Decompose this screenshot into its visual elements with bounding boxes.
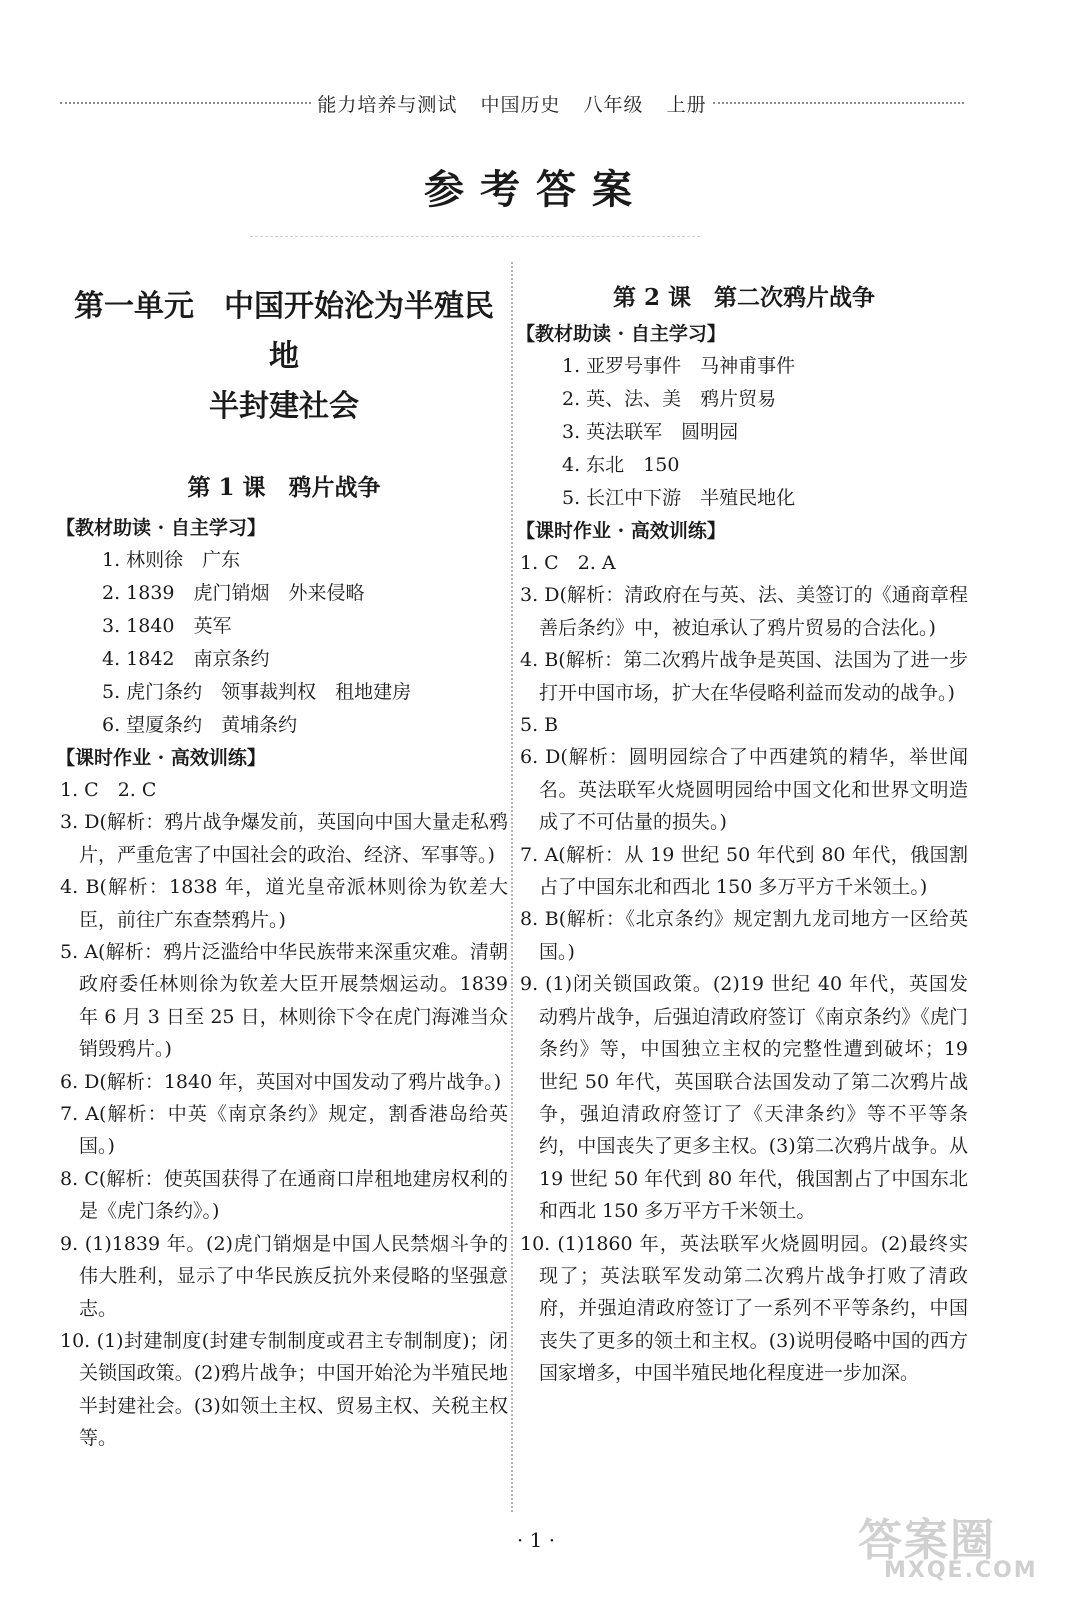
fill-answer-item: 3. 1840 英军 (102, 615, 232, 637)
section-label-reading: 【教材助读 · 自主学习】 (56, 517, 266, 539)
title-divider (250, 236, 700, 237)
page-title: 参考答案 (424, 166, 648, 213)
fill-answer-item: 4. 东北 150 (562, 454, 680, 476)
answer-item: 1. C 2. A (520, 552, 616, 574)
homework-answer-list (60, 774, 508, 1455)
header-grade: 八年级 (583, 93, 644, 116)
header-subject: 中国历史 (480, 93, 561, 116)
header-volume: 上册 (666, 93, 707, 116)
answer-item: 4. B(解析：1838 年，道光皇帝派林则徐为钦差大臣，前往广东查禁鸦片。) (60, 876, 508, 931)
watermark-text: 答案圈 (858, 1515, 996, 1566)
answer-item: 7. A(解析：中英《南京条约》规定，割香港岛给英国。) (60, 1103, 508, 1158)
answer-item: 10. (1)封建制度(封建专制制度或君主专制制度)；闭关锁国政策。(2)鸦片战争；中国开始沦为半殖民地半封建社会。(3)如领土主权、贸易主权、关税主权等。 (60, 1329, 508, 1450)
answer-item: 3. D(解析：清政府在与英、法、美签订的《通商章程善后条约》中，被迫承认了鸦片贸易的合法化。) (520, 584, 968, 639)
answer-item: 5. A(解析：鸦片泛滥给中华民族带来深重灾难。清朝政府委任林则徐为钦差大臣开展禁烟运动。1839 年 6 月 3 日至 25 日，林则徐下令在虎门海滩当众销毁鸦片。) (60, 941, 508, 1061)
lesson-2-title: 第 2 课 第二次鸦片战争 (612, 284, 876, 311)
fill-answer-item: 1. 林则徐 广东 (102, 549, 241, 571)
fill-answer-item: 2. 1839 虎门销烟 外来侵略 (102, 582, 365, 604)
answer-item: 9. (1)1839 年。(2)虎门销烟是中国人民禁烟斗争的伟大胜利，显示了中华民族反抗外来侵略的坚强意志。 (60, 1232, 508, 1320)
header-text (311, 90, 712, 117)
answer-item: 8. C(解析：使英国获得了在通商口岸租地建房权利的是《虎门条约》。) (60, 1167, 508, 1223)
unit-title (60, 282, 508, 432)
page-number: · 1 · (516, 1528, 556, 1552)
fill-answer-item: 6. 望厦条约 黄埔条约 (102, 714, 298, 736)
section-label-reading: 【教材助读 · 自主学习】 (516, 323, 726, 345)
answer-item: 10. (1)1860 年，英法联军火烧圆明园。(2)最终实现了；英法联军发动第二次鸦片战争打败了清政府，并强迫清政府签订了一系列不平等条约，中国丧失了更多的领土和主权。(3)说明侵略中国的西方国家增多，中国半殖民地化程度进一步加深。 (520, 1232, 968, 1385)
header-dotted-rule-left (60, 102, 311, 104)
answer-item: 1. C 2. C (60, 779, 157, 801)
running-header (60, 88, 964, 118)
column-divider (511, 262, 513, 1512)
fill-answer-item: 3. 英法联军 圆明园 (562, 421, 739, 443)
fill-answer-list (60, 544, 508, 742)
watermark-logo (858, 1504, 1058, 1590)
unit-title-line-2: 半封建社会 (209, 389, 359, 424)
fill-answer-list (520, 350, 968, 515)
right-column (516, 278, 968, 1390)
fill-answer-item: 5. 长江中下游 半殖民地化 (562, 487, 796, 509)
lesson-1-title: 第 1 课 鸦片战争 (187, 474, 381, 501)
header-dotted-rule-right (713, 102, 964, 104)
fill-answer-item: 2. 英、法、美 鸦片贸易 (562, 388, 777, 410)
fill-answer-item: 5. 虎门条约 领事裁判权 租地建房 (102, 681, 412, 703)
left-column (56, 278, 508, 1455)
answer-item: 3. D(解析：鸦片战争爆发前，英国向中国大量走私鸦片，严重危害了中国社会的政治、经济、军事等。) (60, 811, 508, 866)
header-book-name: 能力培养与测试 (317, 93, 458, 116)
fill-answer-item: 1. 亚罗号事件 马神甫事件 (562, 355, 796, 377)
answer-item: 8. B(解析：《北京条约》规定割九龙司地方一区给英国。) (520, 908, 968, 963)
section-label-homework: 【课时作业 · 高效训练】 (56, 747, 266, 769)
homework-answer-list (520, 547, 968, 1390)
section-label-homework: 【课时作业 · 高效训练】 (516, 520, 726, 542)
unit-title-line-1: 第一单元 中国开始沦为半殖民地 (74, 289, 494, 374)
answer-item: 9. (1)闭关锁国政策。(2)19 世纪 40 年代，英国发动鸦片战争，后强迫清政府签订《南京条约》《虎门条约》等，中国独立主权的完整性遭到破坏；19 世纪 50 年代，英国联合法国发动了第二次鸦片战争，强迫清政府签订了《天津条约》等不平等条约，中国丧失了更多主权。(3)第二次鸦片战争。从 19 世纪 50 年代到 80 年代，俄国割占了中国东北和西北 150 多万平方千米领土。 (520, 973, 968, 1223)
answer-item: 6. D(解析：1840 年，英国对中国发动了鸦片战争。) (60, 1070, 502, 1093)
answer-item: 5. B (520, 714, 559, 737)
answer-item: 4. B(解析：第二次鸦片战争是英国、法国为了进一步打开中国市场，扩大在华侵略利益而发动的战争。) (520, 649, 968, 704)
answer-item: 6. D(解析：圆明园综合了中西建筑的精华，举世闻名。英法联军火烧圆明园给中国文化和世界文明造成了不可估量的损失。) (520, 746, 968, 834)
watermark-url: MXQE.COM (884, 1558, 1038, 1583)
fill-answer-item: 4. 1842 南京条约 (102, 648, 270, 670)
answer-item: 7. A(解析：从 19 世纪 50 年代到 80 年代，俄国割占了中国东北和西北 150 多万平方千米领土。) (520, 843, 968, 899)
